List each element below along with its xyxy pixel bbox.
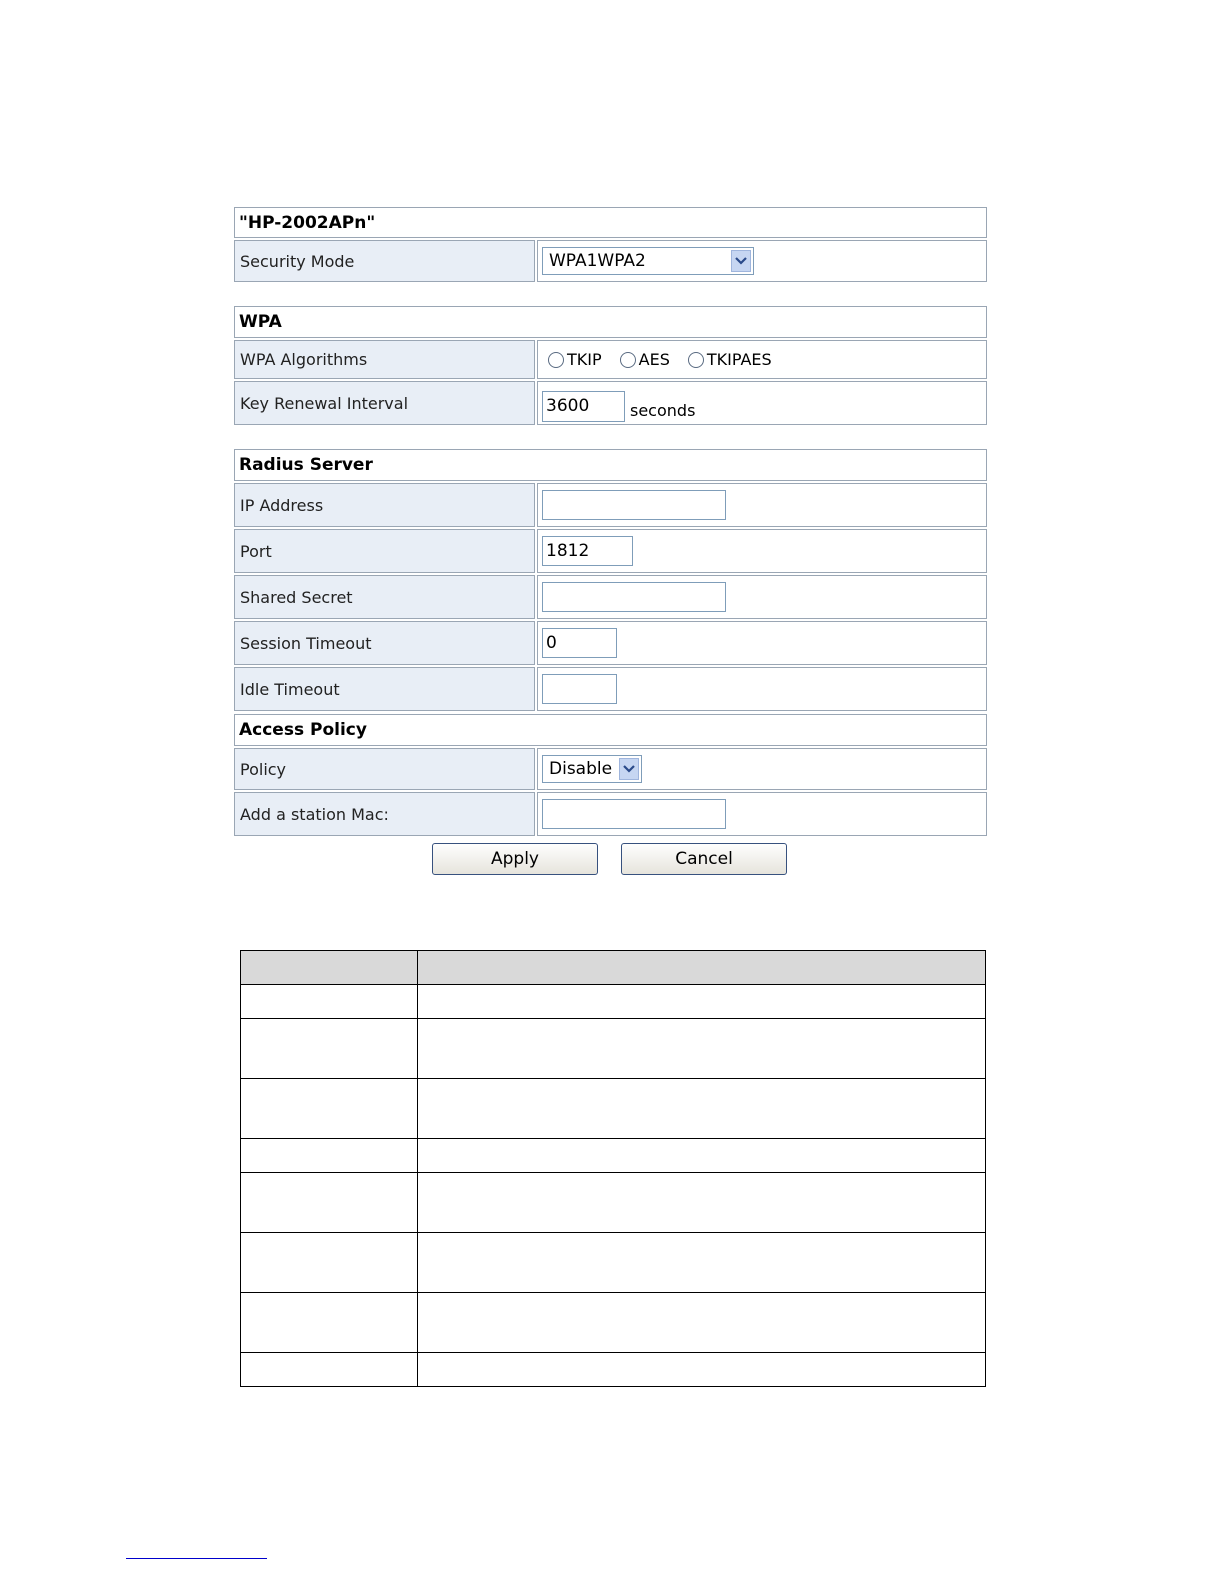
radio-icon[interactable] [620, 352, 636, 368]
table-header-cell [418, 951, 986, 985]
radius-title: Radius Server [239, 455, 373, 475]
ip-address-cell [537, 483, 987, 527]
key-renewal-row [234, 381, 987, 425]
radio-tkipaes[interactable] [688, 350, 772, 369]
shared-secret-label: Shared Secret [234, 575, 535, 619]
key-renewal-label: Key Renewal Interval [234, 381, 535, 425]
radio-icon[interactable] [688, 352, 704, 368]
security-mode-label: Security Mode [234, 240, 535, 282]
policy-select[interactable] [542, 755, 642, 783]
access-policy-title: Access Policy [239, 720, 367, 740]
wpa-title: WPA [239, 312, 282, 332]
table-cell [241, 1353, 418, 1387]
table-row [241, 1233, 986, 1293]
policy-cell [537, 748, 987, 790]
wpa-algorithms-row [234, 340, 987, 379]
idle-timeout-cell [537, 667, 987, 711]
table-cell [418, 1139, 986, 1173]
radio-icon[interactable] [548, 352, 564, 368]
policy-value: Disable [549, 759, 613, 779]
ip-address-label: IP Address [234, 483, 535, 527]
security-mode-value: WPA1WPA2 [549, 251, 646, 271]
session-timeout-label: Session Timeout [234, 621, 535, 665]
table-cell [241, 1293, 418, 1353]
security-mode-row [234, 240, 987, 282]
description-table [240, 950, 986, 1387]
chevron-down-icon [731, 250, 751, 272]
key-renewal-input[interactable]: 3600 [542, 391, 625, 422]
radius-section-header [234, 449, 987, 481]
table-header-row [241, 951, 986, 985]
radio-tkip-label: TKIP [567, 350, 602, 369]
wpa-algorithms-label: WPA Algorithms [234, 340, 535, 379]
station-mac-cell [537, 792, 987, 836]
cancel-button[interactable]: Cancel [621, 843, 787, 875]
ssid-header: "HP-2002APn" [239, 212, 376, 233]
table-row [241, 1079, 986, 1139]
radio-tkipaes-label: TKIPAES [706, 350, 772, 369]
apply-button[interactable]: Apply [432, 843, 598, 875]
table-cell [418, 1173, 986, 1233]
idle-timeout-row [234, 667, 987, 711]
shared-secret-input[interactable] [542, 582, 726, 612]
shared-secret-row [234, 575, 987, 619]
table-row [241, 1139, 986, 1173]
table-row [241, 985, 986, 1019]
port-input[interactable]: 1812 [542, 536, 633, 566]
table-cell [418, 1353, 986, 1387]
session-timeout-cell [537, 621, 987, 665]
table-cell [241, 1019, 418, 1079]
idle-timeout-label: Idle Timeout [234, 667, 535, 711]
table-cell [418, 1019, 986, 1079]
table-cell [241, 1233, 418, 1293]
port-cell [537, 529, 987, 573]
wpa-section-header [234, 306, 987, 338]
table-row [241, 1019, 986, 1079]
radio-aes[interactable] [620, 350, 670, 369]
idle-timeout-input[interactable] [542, 674, 617, 704]
table-row [241, 1173, 986, 1233]
table-row [241, 1353, 986, 1387]
table-cell [241, 1173, 418, 1233]
table-header-cell [241, 951, 418, 985]
shared-secret-cell [537, 575, 987, 619]
table-cell [418, 1293, 986, 1353]
security-mode-cell [537, 240, 987, 282]
ip-address-input[interactable] [542, 490, 726, 520]
key-renewal-cell [537, 381, 987, 425]
table-cell [418, 1233, 986, 1293]
radio-aes-label: AES [638, 350, 670, 369]
table-cell [241, 1139, 418, 1173]
table-cell [418, 985, 986, 1019]
key-renewal-unit: seconds [630, 400, 696, 420]
table-cell [241, 1079, 418, 1139]
radio-tkip[interactable] [548, 350, 602, 369]
footer-link-underline [126, 1558, 267, 1559]
ssid-header-row [234, 207, 987, 238]
table-row [241, 1293, 986, 1353]
station-mac-input[interactable] [542, 799, 726, 829]
security-mode-select[interactable] [542, 247, 754, 275]
table-cell [241, 985, 418, 1019]
station-mac-label: Add a station Mac: [234, 792, 535, 836]
policy-row [234, 748, 987, 790]
station-mac-row [234, 792, 987, 836]
policy-label: Policy [234, 748, 535, 790]
port-label: Port [234, 529, 535, 573]
wpa-algorithms-cell [537, 340, 987, 379]
access-policy-section-header [234, 714, 987, 746]
table-cell [418, 1079, 986, 1139]
session-timeout-row [234, 621, 987, 665]
session-timeout-input[interactable]: 0 [542, 628, 617, 658]
chevron-down-icon [619, 758, 639, 780]
port-row [234, 529, 987, 573]
ip-address-row [234, 483, 987, 527]
